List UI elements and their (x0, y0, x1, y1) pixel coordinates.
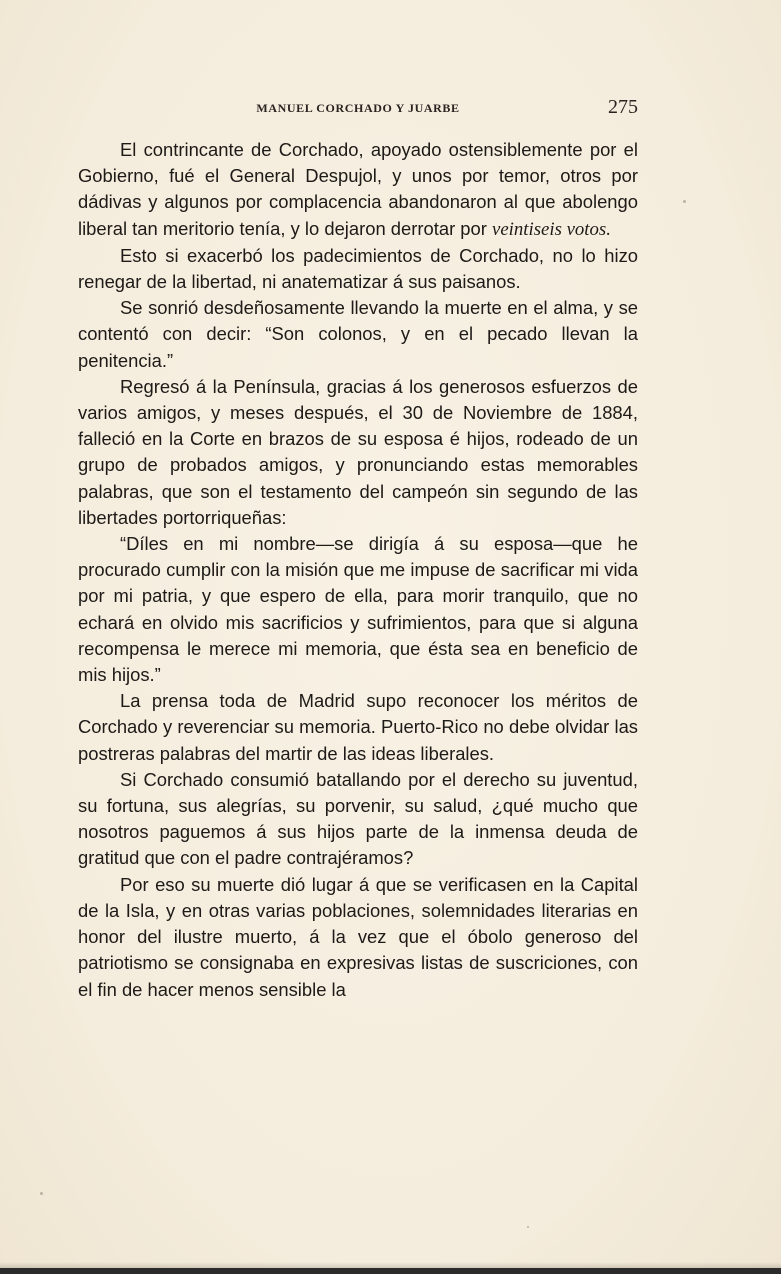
paragraph: Si Corchado consumió batallando por el derecho su juventud, su fortuna, sus alegrías, su porvenir, su salud, ¿qué mucho que nosotros paguemos á sus hijos parte de la inmensa deuda de gratitud que con el padre contrajéramos? (78, 768, 638, 869)
paragraph: Se sonrió desdeñosamente llevando la muerte en el alma, y se contentó con decir: “Son colonos, y en el pecado llevan la penitencia.” (78, 297, 638, 371)
paper-speck (527, 1226, 529, 1228)
quoted-paragraph: “Díles en mi nombre—se dirigía á su esposa—que he procurado cumplir con la misión que me impuse de sacrificar mi vida por mi patria, y que espero de ella, para morir tranquilo, que no echará en olvido mis sacrificios y sufrimientos, para que si alguna recompensa le merece mi memoria, que ésta sea en beneficio de mis hijos.” (78, 533, 638, 686)
scan-bottom-edge (0, 1268, 781, 1274)
running-head: MANUEL CORCHADO Y JUARBE (256, 101, 460, 115)
paragraph-text: El contrincante de Corchado, apoyado ostensiblemente por el Gobierno, fué el General Despujol, y unos por temor, otros por dádivas y algunos por complacencia abandonaron al que abolengo liberal tan meritorio tenía, y lo dejaron derrotar por (78, 139, 638, 239)
body-text (78, 137, 638, 1003)
italic-phrase: veintiseis votos. (492, 218, 611, 240)
page-header (78, 96, 638, 120)
paragraph (78, 137, 638, 243)
paragraph: Regresó á la Península, gracias á los generosos esfuerzos de varios amigos, y meses después, el 30 de Noviembre de 1884, falleció en la Corte en brazos de su esposa é hijos, rodeado de un grupo de probados amigos, y pronunciando estas memorables palabras, que son el testamento del campeón sin segundo de las libertades portorriqueñas: (78, 375, 638, 528)
paragraph: Esto si exacerbó los padecimientos de Corchado, no lo hizo renegar de la libertad, ni anatematizar á sus paisanos. (78, 244, 638, 293)
paper-speck (683, 200, 686, 203)
paragraph: La prensa toda de Madrid supo reconocer los méritos de Corchado y reverenciar su memoria. Puerto-Rico no debe olvidar las postreras palabras del martir de las ideas liberales. (78, 690, 638, 764)
page-number: 275 (608, 96, 638, 118)
paper-speck (40, 1192, 43, 1195)
paragraph: Por eso su muerte dió lugar á que se verificasen en la Capital de la Isla, y en otras varias poblaciones, solemnidades literarias en honor del ilustre muerto, á la vez que el óbolo generoso del patriotismo se consignaba en expresivas listas de suscriciones, con el fin de hacer menos sensible la (78, 873, 638, 1000)
